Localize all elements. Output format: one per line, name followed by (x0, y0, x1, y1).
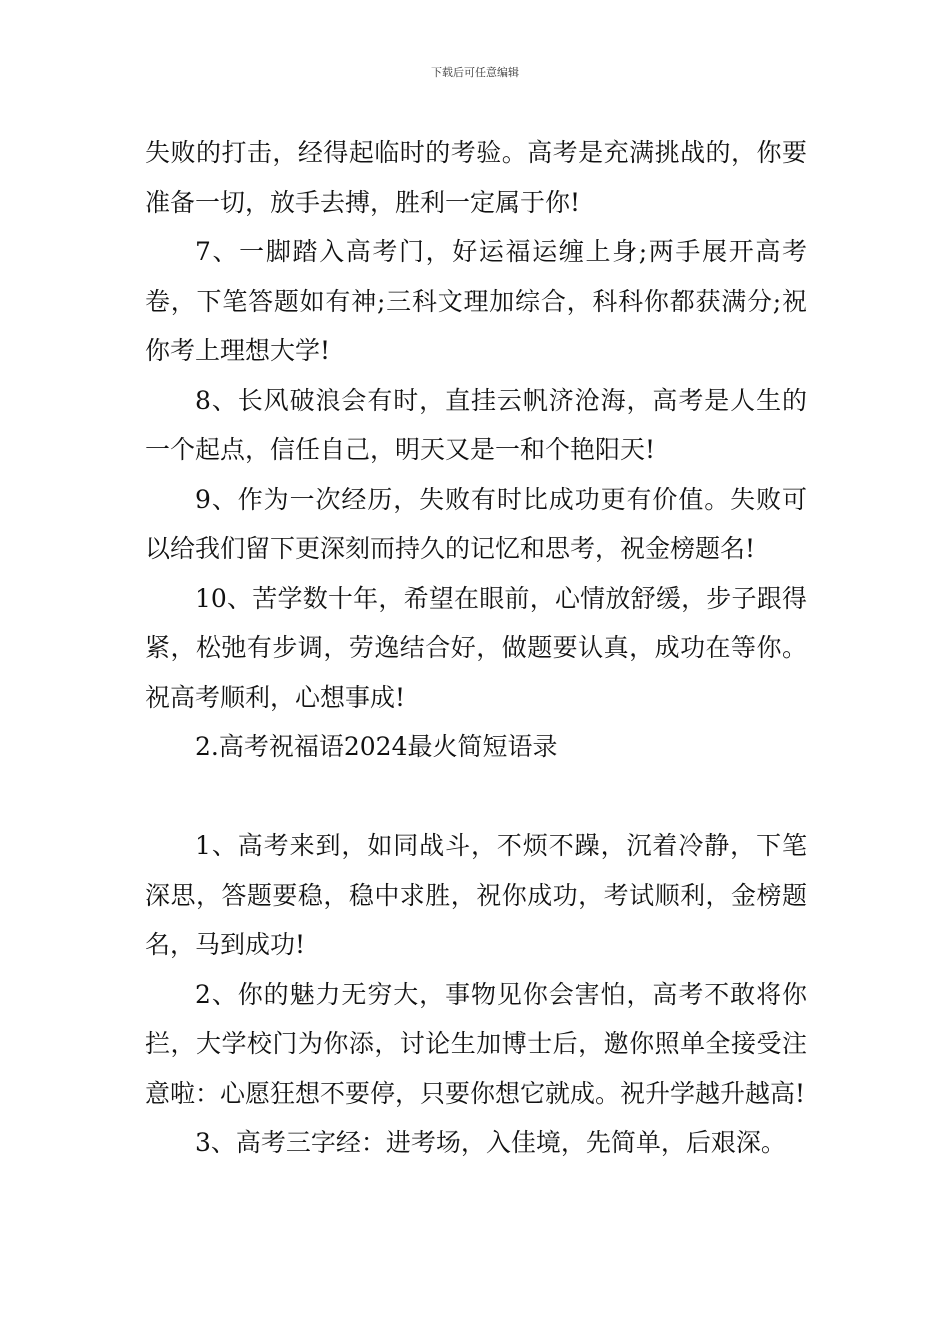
section-item-1: 1、高考来到，如同战斗，不烦不躁，沉着冷静，下笔深思，答题要稳，稳中求胜，祝你成功，考试顺利，金榜题名，马到成功! (145, 831, 807, 959)
section-title: 2.高考祝福语2024最火简短语录 (195, 732, 558, 761)
paragraph-continued: 失败的打击，经得起临时的考验。高考是充满挑战的，你要准备一切，放手去搏，胜利一定属于你! (145, 138, 807, 217)
paragraph-10: 10、苦学数十年，希望在眼前，心情放舒缓，步子跟得紧，松弛有步调，劳逸结合好，做题要认真，成功在等你。祝高考顺利，心想事成! (145, 583, 807, 712)
section-item-2: 2、你的魅力无穷大，事物见你会害怕，高考不敢将你拦，大学校门为你添，讨论生加博士后，邀你照单全接受注意啦：心愿狂想不要停，只要你想它就成。祝升学越升越高! (145, 979, 807, 1108)
paragraph-9: 9、作为一次经历，失败有时比成功更有价值。失败可以给我们留下更深刻而持久的记忆和思考，祝金榜题名! (145, 484, 807, 563)
document-body (145, 128, 807, 1168)
page-header: 下载后可任意编辑 (431, 66, 519, 79)
section-item-3: 3、高考三字经：进考场，入佳境，先简单，后艰深。 (195, 1128, 786, 1157)
paragraph-7: 7、一脚踏入高考门，好运福运缠上身;两手展开高考卷，下笔答题如有神;三科文理加综合，科科你都获满分;祝你考上理想大学! (145, 237, 807, 365)
blank-line (145, 772, 807, 822)
paragraph-8: 8、长风破浪会有时，直挂云帆济沧海，高考是人生的一个起点，信任自己，明天又是一和个艳阳天! (145, 385, 807, 464)
